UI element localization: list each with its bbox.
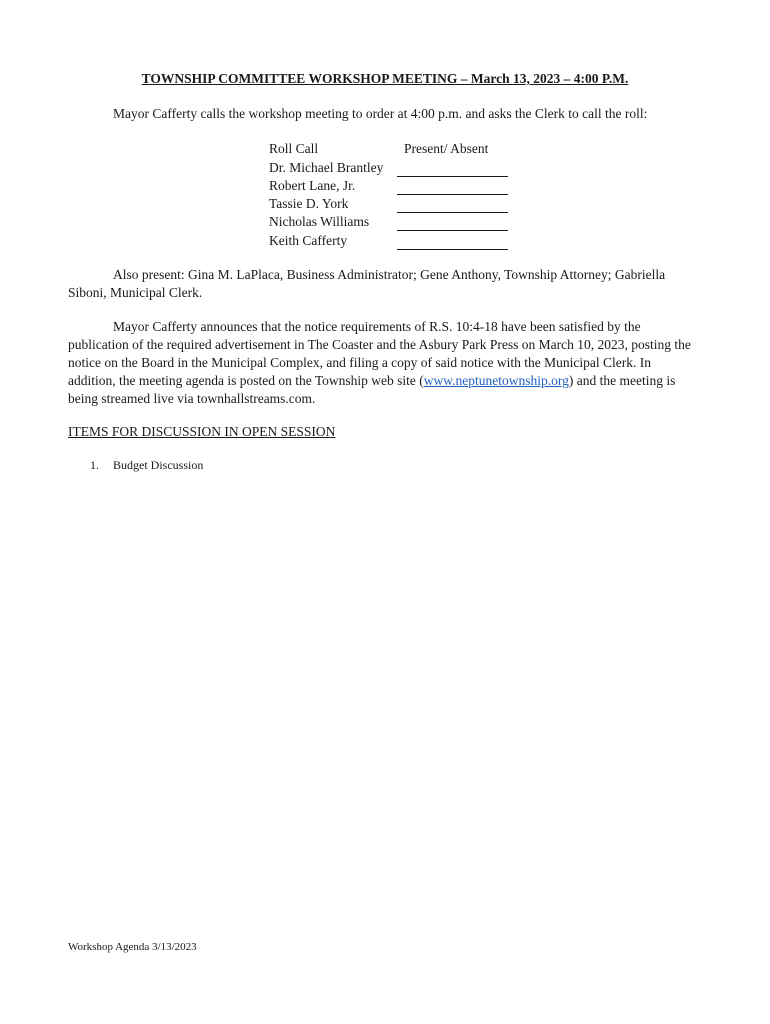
notice-text-before-link: Mayor Cafferty announces that the notice requirements of R.S. 10:4-18 have been satisfied by the publication of the required advertisement in The Coaster and the Asbury Park Press on March 10, 2023, posting the notice on the Board in the Municipal Complex, and filing a copy of said notice with the Municipal Clerk. In addition, the meeting agenda is posted on the Township web site (: [68, 319, 691, 388]
attendance-blank-line: [397, 162, 508, 177]
roll-call-table: [269, 140, 508, 250]
township-website-link[interactable]: www.neptunetownship.org: [423, 373, 569, 388]
member-name: Nicholas Williams: [269, 214, 370, 230]
section-heading: ITEMS FOR DISCUSSION IN OPEN SESSION: [68, 424, 336, 439]
meeting-title: TOWNSHIP COMMITTEE WORKSHOP MEETING – March 13, 2023 – 4:00 P.M.: [141, 71, 629, 86]
notice-paragraph: [68, 318, 693, 408]
roll-call-row: [269, 195, 508, 213]
attendance-blank-line: [397, 235, 508, 250]
member-name: Keith Cafferty: [269, 232, 348, 248]
discussion-items-list: [90, 456, 203, 474]
intro-paragraph: Mayor Cafferty calls the workshop meeting to order at 4:00 p.m. and asks the Clerk to call the roll:: [113, 106, 648, 121]
attendance-blank-line: [397, 216, 508, 231]
roll-call-row: [269, 158, 508, 176]
attendance-blank-line: [397, 180, 508, 195]
attendance-blank-line: [397, 198, 508, 213]
also-present-paragraph: Also present: Gina M. LaPlaca, Business Administrator; Gene Anthony, Township Attorney; Gabriella Siboni, Municipal Clerk.: [68, 267, 666, 300]
page-footer: Workshop Agenda 3/13/2023: [68, 941, 197, 953]
list-item-text: Budget Discussion: [113, 458, 204, 472]
roll-call-header-label: Roll Call: [269, 141, 319, 157]
roll-call-row: [269, 213, 508, 231]
member-name: Dr. Michael Brantley: [269, 159, 384, 175]
roll-call-row: [269, 177, 508, 195]
present-absent-header-label: Present/ Absent: [404, 141, 489, 157]
list-item: [90, 456, 203, 474]
member-name: Tassie D. York: [269, 196, 349, 212]
roll-call-header-row: [269, 140, 508, 158]
member-name: Robert Lane, Jr.: [269, 177, 356, 193]
notice-text-after-link: ) and the meeting is being streamed live via townhallstreams.com.: [68, 373, 676, 406]
roll-call-row: [269, 231, 508, 249]
list-item-number: 1.: [90, 458, 99, 472]
